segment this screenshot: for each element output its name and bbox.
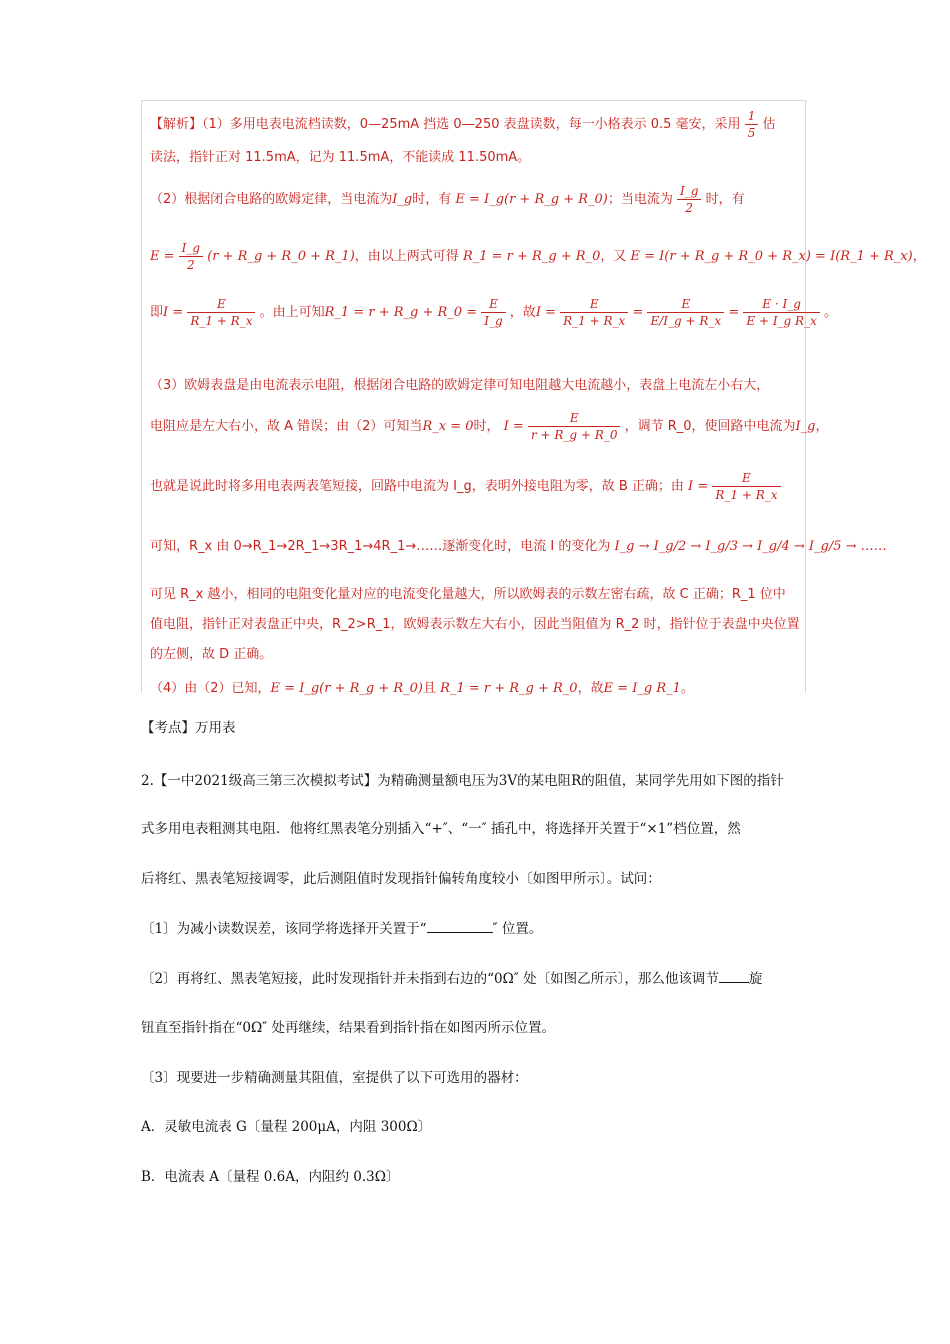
analysis-p3-line1: （3）欧姆表盘是由电流表示电阻，根据闭合电路的欧姆定律可知电阻越大电流越小，表盘上电流左小右大， bbox=[150, 378, 770, 393]
analysis-p2-line3: 即I = $\frac{E}{R\_1 + R\_x}$ 。由上可知R_1 = r + R_g + R_0 = $\frac{E}{I\_g}$ ，故I = $\frac{E}{R\_1 + R\_x}$ = $\frac{E}{E/I\_g + R\_x}$ = $\frac{E \cdot I\_g}{\text{E + I\_g R\_x}}$ 。 bbox=[150, 297, 838, 328]
analysis-p3-line5: 可见 R_x 越小，相同的电阻变化量对应的电流变化量越大，所以欧姆表的示数左密右疏，故 C 正确；R_1 位中 bbox=[150, 587, 786, 602]
analysis-p3-line7: 的左侧，故 D 正确。 bbox=[150, 647, 273, 662]
analysis-p2-line1: （2）根据闭合电路的欧姆定律，当电流为I_g时，有 E = I_g(r + R_g + R_0)；当电流为 $\frac{I\_g}{2}$ 时，有 bbox=[150, 184, 745, 215]
analysis-p1-line2: 读法，指针正对 11.5mA，记为 11.5mA，不能读成 11.50mA。 bbox=[150, 150, 531, 165]
answer-blank-2[interactable] bbox=[719, 982, 749, 983]
q2-sub1: 〔1〕为减小读数误差，该同学将选择开关置于“ ″ 位置。 bbox=[141, 921, 543, 937]
q2-sub3: 〔3〕现要进一步精确测量其阻值，室提供了以下可选用的器材： bbox=[141, 1070, 528, 1086]
q2-option-b: B．电流表 A〔量程 0.6A，内阻约 0.3Ω〕 bbox=[141, 1169, 400, 1185]
analysis-p3-line3: 也就是说此时将多用电表两表笔短接，回路中电流为 I_g，表明外接电阻为零，故 B 正确；由 I = $\frac{E}{R\_1 + R\_x}$ bbox=[150, 470, 781, 503]
analysis-p3-line2: 电阻应是左大右小，故 A 错误；由（2）可知当R_x = 0时， I = $\frac{E}{r + R\_g + R\_0}$ ，调节 R_0，使回路中电流为I_g， bbox=[150, 411, 829, 442]
analysis-p3-line4: 可知，R_x 由 0→R_1→2R_1→3R_1→4R_1→……逐渐变化时，电流 I 的变化为 I_g → I_g/2 → I_g/3 → I_g/4 → I_g/5 → …… bbox=[150, 539, 887, 554]
q2-line1: 2.【一中2021级高三第三次模拟考试】为精确测量额电压为3V的某电阻R的阻值，某同学先用如下图的指针 bbox=[141, 773, 784, 789]
q2-option-a: A．灵敏电流表 G〔量程 200μA，内阻 300Ω〕 bbox=[141, 1119, 432, 1135]
q2-line2: 式多用电表粗测其电阻．他将红黑表笔分别插入“+″、“一″ 插孔中，将选择开关置于“×1”档位置，然 bbox=[141, 821, 741, 837]
analysis-p1-line1: 【解析】（1）多用电表电流档读数，0—25mA 挡选 0—250 表盘读数，每一小格表示 0.5 毫安，采用 $\frac{1}{5}$ 估 bbox=[150, 109, 776, 140]
analysis-p3-line6: 值电阻，指针正对表盘正中央，R_2>R_1，欧姆表示数左大右小，因此当阻值为 R_2 时，指针位于表盘中央位置 bbox=[150, 617, 800, 632]
analysis-p4-line: （4）由（2）已知，E = I_g(r + R_g + R_0)且 R_1 = r + R_g + R_0，故E = I_g R_1。 bbox=[150, 681, 694, 696]
analysis-p2-line2: E = $\frac{I\_g}{2}$ (r + R_g + R_0 + R_1)，由以上两式可得 R_1 = r + R_g + R_0，又 E = I(r + R_g + R_0 + R_x) = I(R_1 + R_x)， bbox=[150, 241, 926, 272]
answer-blank-1[interactable] bbox=[427, 932, 493, 933]
q2-line3: 后将红、黑表笔短接调零，此后测阻值时发现指针偏转角度较小〔如图甲所示〕。试问： bbox=[141, 871, 661, 887]
q2-sub2-line2: 钮直至指针指在“0Ω″ 处再继续，结果看到指针指在如图丙所示位置。 bbox=[141, 1020, 556, 1036]
q2-sub2: 〔2〕再将红、黑表笔短接，此时发现指针并未指到右边的“0Ω″ 处〔如图乙所示〕，那么他该调节 旋 bbox=[141, 971, 763, 987]
kaodian-label: 【考点】万用表 bbox=[141, 720, 236, 736]
